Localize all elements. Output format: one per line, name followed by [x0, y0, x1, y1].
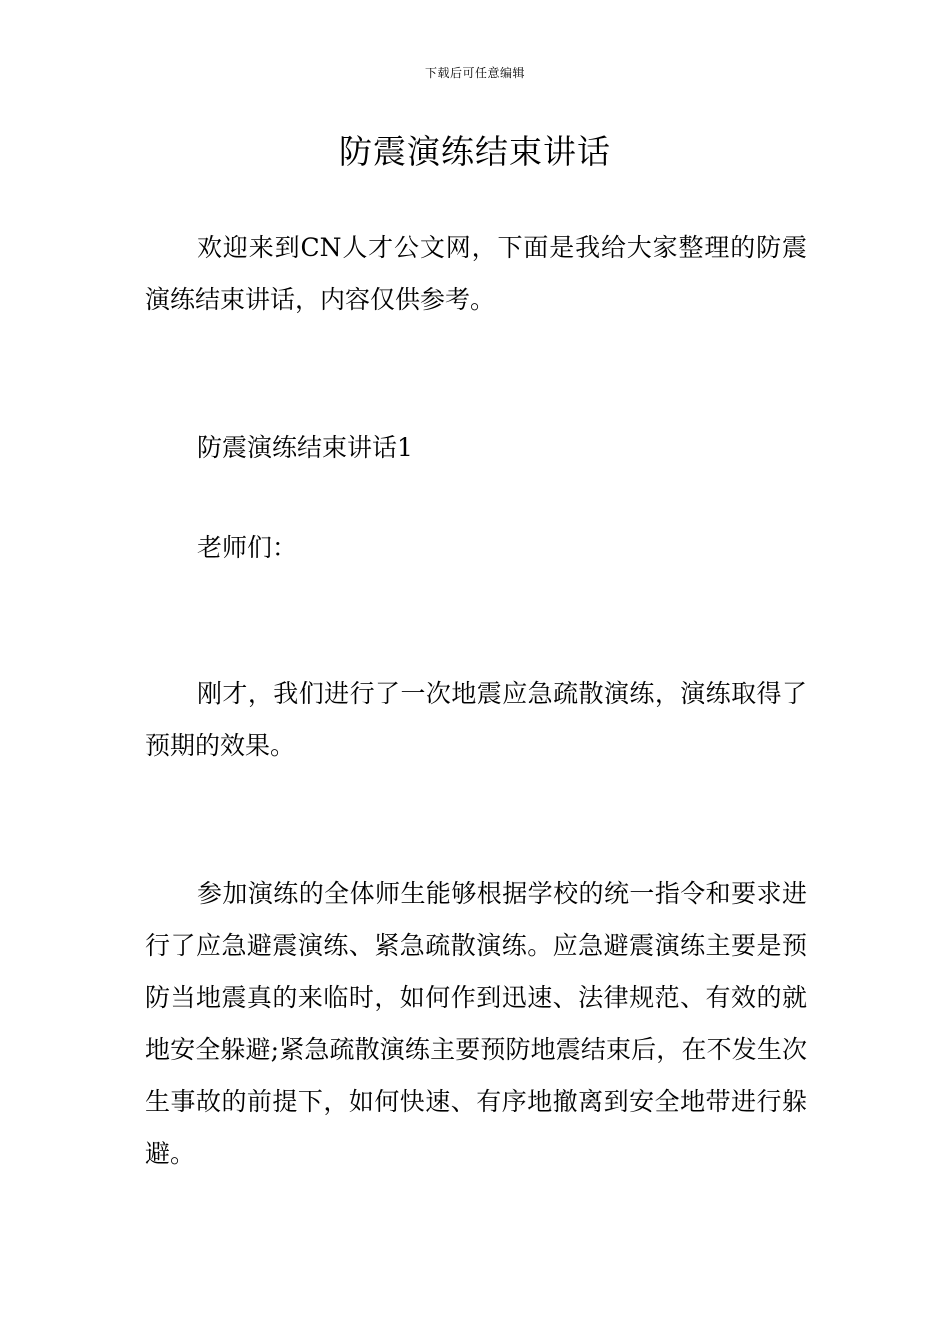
salutation: 老师们： — [197, 533, 298, 562]
body-paragraph-2: 参加演练的全体师生能够根据学校的统一指令和要求进行了应急避震演练、紧急疏散演练。应急避震演练主要是预防当地震真的来临时，如何作到迅速、法律规范、有效的就地安全躲避;紧急疏散演练主要预防地震结束后，在不发生次生事故的前提下，如何快速、有序地撤离到安全地带进行躲避。 — [145, 879, 807, 1168]
intro-paragraph: 欢迎来到CN人才公文网，下面是我给大家整理的防震演练结束讲话，内容仅供参考。 — [145, 233, 807, 314]
page-title: 防震演练结束讲话 — [339, 132, 611, 171]
section-heading: 防震演练结束讲话1 — [197, 433, 413, 462]
header-note: 下载后可任意编辑 — [424, 66, 525, 80]
body-paragraph-1: 刚才，我们进行了一次地震应急疏散演练，演练取得了预期的效果。 — [145, 679, 807, 760]
